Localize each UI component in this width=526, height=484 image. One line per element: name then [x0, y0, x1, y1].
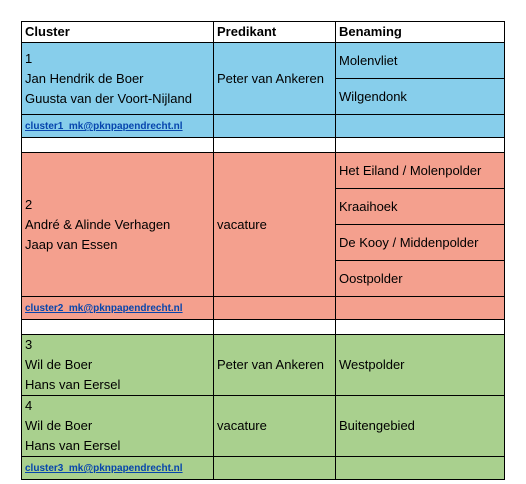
benaming-cell: Buitengebied	[336, 396, 505, 457]
cluster-member: Hans van Eersel	[25, 438, 121, 453]
empty-cell	[336, 457, 505, 480]
empty-cell	[336, 115, 505, 138]
email-row	[22, 457, 505, 480]
benaming-cell: Oostpolder	[336, 261, 505, 297]
table-row	[22, 153, 505, 189]
cluster-number: 2	[25, 196, 33, 212]
benaming-cell: Molenvliet	[336, 43, 505, 79]
benaming-cell: Wilgendonk	[336, 79, 505, 115]
cluster-number: 3	[25, 337, 33, 352]
cluster-member: Jaap van Essen	[25, 236, 118, 252]
benaming-cell: Kraaihoek	[336, 189, 505, 225]
header-predikant: Predikant	[214, 22, 336, 43]
table-row	[22, 43, 505, 79]
cluster-member: Jan Hendrik de Boer	[25, 70, 144, 86]
email-row	[22, 115, 505, 138]
empty-cell	[214, 115, 336, 138]
cluster-4-cell	[22, 396, 214, 457]
empty-cell	[22, 320, 214, 335]
predikant-cell: vacature	[214, 153, 336, 297]
cluster-1-cell	[22, 43, 214, 115]
cluster-2-cell	[22, 153, 214, 297]
benaming-cell: De Kooy / Middenpolder	[336, 225, 505, 261]
email-cell	[22, 115, 214, 138]
spacer-row	[22, 320, 505, 335]
empty-cell	[214, 138, 336, 153]
empty-cell	[214, 297, 336, 320]
header-row	[22, 22, 505, 43]
cluster-member: Wil de Boer	[25, 418, 93, 433]
email-link[interactable]: cluster3_mk@pknpapendrecht.nl	[25, 463, 183, 474]
table-row	[22, 335, 505, 396]
email-cell	[22, 297, 214, 320]
table-row	[22, 396, 505, 457]
email-link[interactable]: cluster1_mk@pknpapendrecht.nl	[25, 121, 183, 132]
cluster-3-cell	[22, 335, 214, 396]
predikant-cell: Peter van Ankeren	[214, 43, 336, 115]
header-benaming: Benaming	[336, 22, 505, 43]
cluster-member: Guusta van der Voort-Nijland	[25, 90, 192, 106]
empty-cell	[336, 320, 505, 335]
cluster-member: André & Alinde Verhagen	[25, 216, 171, 232]
empty-cell	[336, 297, 505, 320]
cluster-number: 1	[25, 50, 33, 66]
empty-cell	[214, 457, 336, 480]
predikant-cell: Peter van Ankeren	[214, 335, 336, 396]
empty-cell	[336, 138, 505, 153]
email-cell	[22, 457, 214, 480]
cluster-number: 4	[25, 398, 33, 413]
empty-cell	[22, 138, 214, 153]
spacer-row	[22, 138, 505, 153]
empty-cell	[214, 320, 336, 335]
header-cluster: Cluster	[22, 22, 214, 43]
benaming-cell: Westpolder	[336, 335, 505, 396]
benaming-cell: Het Eiland / Molenpolder	[336, 153, 505, 189]
predikant-cell: vacature	[214, 396, 336, 457]
cluster-table	[21, 21, 505, 480]
email-row	[22, 297, 505, 320]
cluster-member: Wil de Boer	[25, 357, 93, 372]
email-link[interactable]: cluster2_mk@pknpapendrecht.nl	[25, 303, 183, 314]
cluster-member: Hans van Eersel	[25, 377, 121, 392]
